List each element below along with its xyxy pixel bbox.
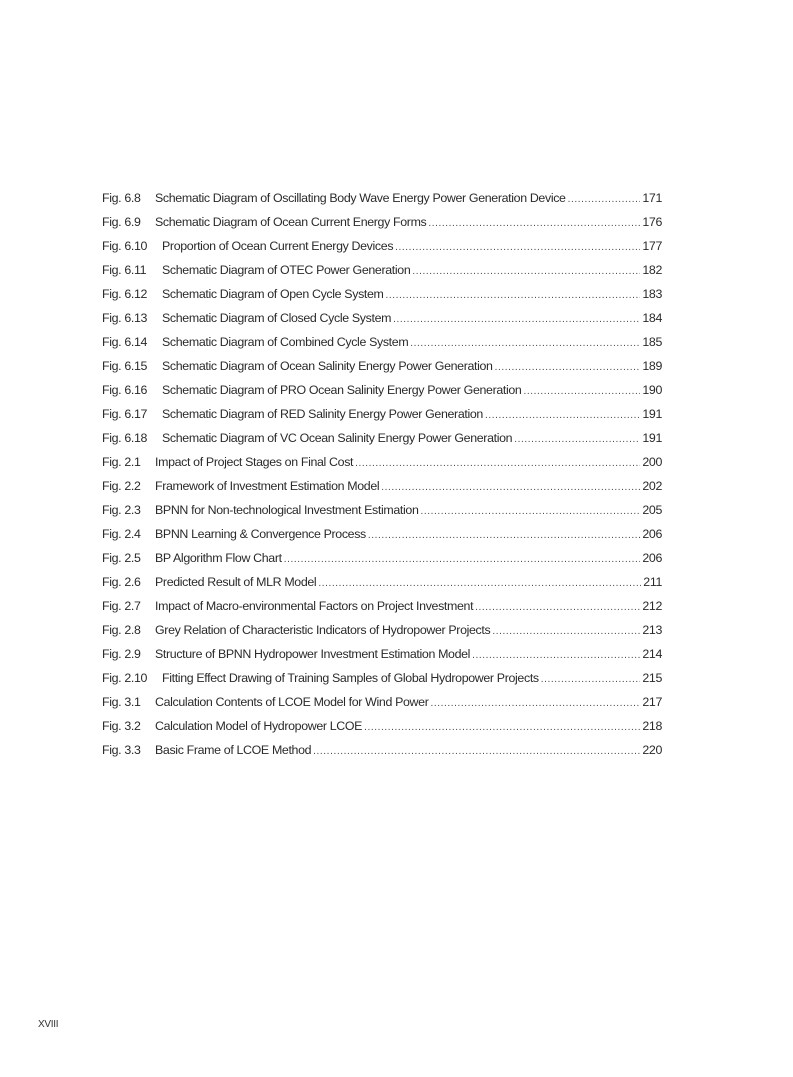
toc-entry[interactable] [102,575,662,599]
toc-entry[interactable] [102,599,662,623]
figure-title: Schematic Diagram of Ocean Current Energy Forms [155,215,427,229]
figure-title: Basic Frame of LCOE Method [155,743,312,757]
figure-label: Fig. 6.17 [102,407,148,421]
figure-label: Fig. 6.11 [102,263,147,277]
figure-label: Fig. 3.2 [102,719,141,733]
figure-page: 213 [642,623,662,637]
dot-leader [355,458,640,469]
dot-leader [541,674,641,685]
figure-label: Fig. 2.8 [102,623,141,637]
toc-entry[interactable] [102,455,662,479]
dot-leader [485,410,640,421]
toc-entry[interactable] [102,335,662,359]
figure-page: 202 [642,479,662,493]
toc-entry[interactable] [102,191,662,215]
figure-label: Fig. 2.1 [102,455,141,469]
list-of-figures [102,191,662,767]
figure-title: BPNN for Non-technological Investment Estimation [155,503,419,517]
dot-leader [472,650,640,661]
figure-title: Schematic Diagram of Combined Cycle System [162,335,409,349]
figure-title: Schematic Diagram of Oscillating Body Wave Energy Power Generation Device [155,191,566,205]
dot-leader [568,194,641,205]
figure-label: Fig. 2.3 [102,503,141,517]
dot-leader [386,290,641,301]
toc-entry[interactable] [102,407,662,431]
dot-leader [475,602,640,613]
figure-title: Impact of Project Stages on Final Cost [155,455,354,469]
dot-leader [428,218,640,229]
dot-leader [523,386,640,397]
figure-title: Structure of BPNN Hydropower Investment Estimation Model [155,647,471,661]
figure-label: Fig. 6.9 [102,215,141,229]
figure-label: Fig. 2.6 [102,575,141,589]
figure-title: Calculation Contents of LCOE Model for Wind Power [155,695,429,709]
toc-entry[interactable] [102,647,662,671]
dot-leader [313,746,640,757]
dot-leader [284,554,641,565]
figure-title: Impact of Macro-environmental Factors on Project Investment [155,599,474,613]
toc-entry[interactable] [102,311,662,335]
dot-leader [395,242,640,253]
figure-label: Fig. 3.3 [102,743,141,757]
dot-leader [430,698,640,709]
dot-leader [381,482,640,493]
figure-title: BPNN Learning & Convergence Process [155,527,366,541]
dot-leader [514,434,640,445]
figure-page: 214 [642,647,662,661]
toc-entry[interactable] [102,263,662,287]
figure-page: 215 [642,671,662,685]
figure-title: Proportion of Ocean Current Energy Devices [162,239,394,253]
figure-page: 184 [642,311,662,325]
toc-entry[interactable] [102,287,662,311]
figure-label: Fig. 3.1 [102,695,141,709]
toc-entry[interactable] [102,551,662,575]
figure-title: Grey Relation of Characteristic Indicators of Hydropower Projects [155,623,491,637]
toc-entry[interactable] [102,359,662,383]
toc-entry[interactable] [102,215,662,239]
figure-page: 182 [642,263,662,277]
figure-page: 185 [642,335,662,349]
figure-label: Fig. 2.5 [102,551,141,565]
figure-page: 189 [642,359,662,373]
figure-label: Fig. 6.14 [102,335,148,349]
figure-label: Fig. 2.2 [102,479,141,493]
toc-entry[interactable] [102,479,662,503]
figure-page: 206 [642,551,662,565]
toc-entry[interactable] [102,671,662,695]
toc-entry[interactable] [102,239,662,263]
figure-label: Fig. 6.12 [102,287,148,301]
figure-page: 191 [642,407,662,421]
figure-page: 183 [642,287,662,301]
figure-page: 217 [642,695,662,709]
figure-label: Fig. 2.9 [102,647,141,661]
figure-title: Schematic Diagram of Ocean Salinity Energy Power Generation [162,359,493,373]
figure-page: 220 [642,743,662,757]
figure-page: 200 [642,455,662,469]
figure-label: Fig. 6.18 [102,431,148,445]
toc-entry[interactable] [102,695,662,719]
dot-leader [318,578,641,589]
toc-entry[interactable] [102,719,662,743]
toc-entry[interactable] [102,527,662,551]
figure-title: Framework of Investment Estimation Model [155,479,380,493]
figure-label: Fig. 6.16 [102,383,148,397]
figure-title: Schematic Diagram of RED Salinity Energy Power Generation [162,407,483,421]
figure-title: Schematic Diagram of OTEC Power Generation [162,263,411,277]
figure-title: Schematic Diagram of PRO Ocean Salinity Energy Power Generation [162,383,522,397]
figure-title: Fitting Effect Drawing of Training Samples of Global Hydropower Projects [162,671,539,685]
figure-label: Fig. 6.8 [102,191,141,205]
dot-leader [364,722,640,733]
figure-label: Fig. 6.15 [102,359,148,373]
figure-label: Fig. 6.13 [102,311,148,325]
figure-label: Fig. 2.10 [102,671,148,685]
figure-page: 205 [642,503,662,517]
figure-label: Fig. 2.4 [102,527,141,541]
figure-title: Calculation Model of Hydropower LCOE [155,719,363,733]
dot-leader [410,338,640,349]
page-number: XVIII [38,1019,59,1030]
figure-page: 177 [642,239,662,253]
toc-entry[interactable] [102,383,662,407]
figure-page: 218 [642,719,662,733]
figure-title: Predicted Result of MLR Model [155,575,317,589]
figure-label: Fig. 2.7 [102,599,141,613]
toc-entry[interactable] [102,623,662,647]
figure-title: Schematic Diagram of Open Cycle System [162,287,384,301]
figure-page: 191 [642,431,662,445]
figure-title: Schematic Diagram of Closed Cycle System [162,311,392,325]
figure-page: 176 [642,215,662,229]
figure-page: 212 [642,599,662,613]
figure-page: 190 [642,383,662,397]
toc-entry[interactable] [102,503,662,527]
figure-page: 171 [642,191,662,205]
dot-leader [492,626,640,637]
toc-entry[interactable] [102,431,662,455]
dot-leader [421,506,641,517]
dot-leader [495,362,641,373]
dot-leader [393,314,640,325]
toc-entry[interactable] [102,743,662,767]
dot-leader [368,530,640,541]
figure-page: 211 [643,575,662,589]
figure-label: Fig. 6.10 [102,239,148,253]
dot-leader [412,266,640,277]
figure-title: BP Algorithm Flow Chart [155,551,282,565]
figure-page: 206 [642,527,662,541]
figure-title: Schematic Diagram of VC Ocean Salinity Energy Power Generation [162,431,513,445]
